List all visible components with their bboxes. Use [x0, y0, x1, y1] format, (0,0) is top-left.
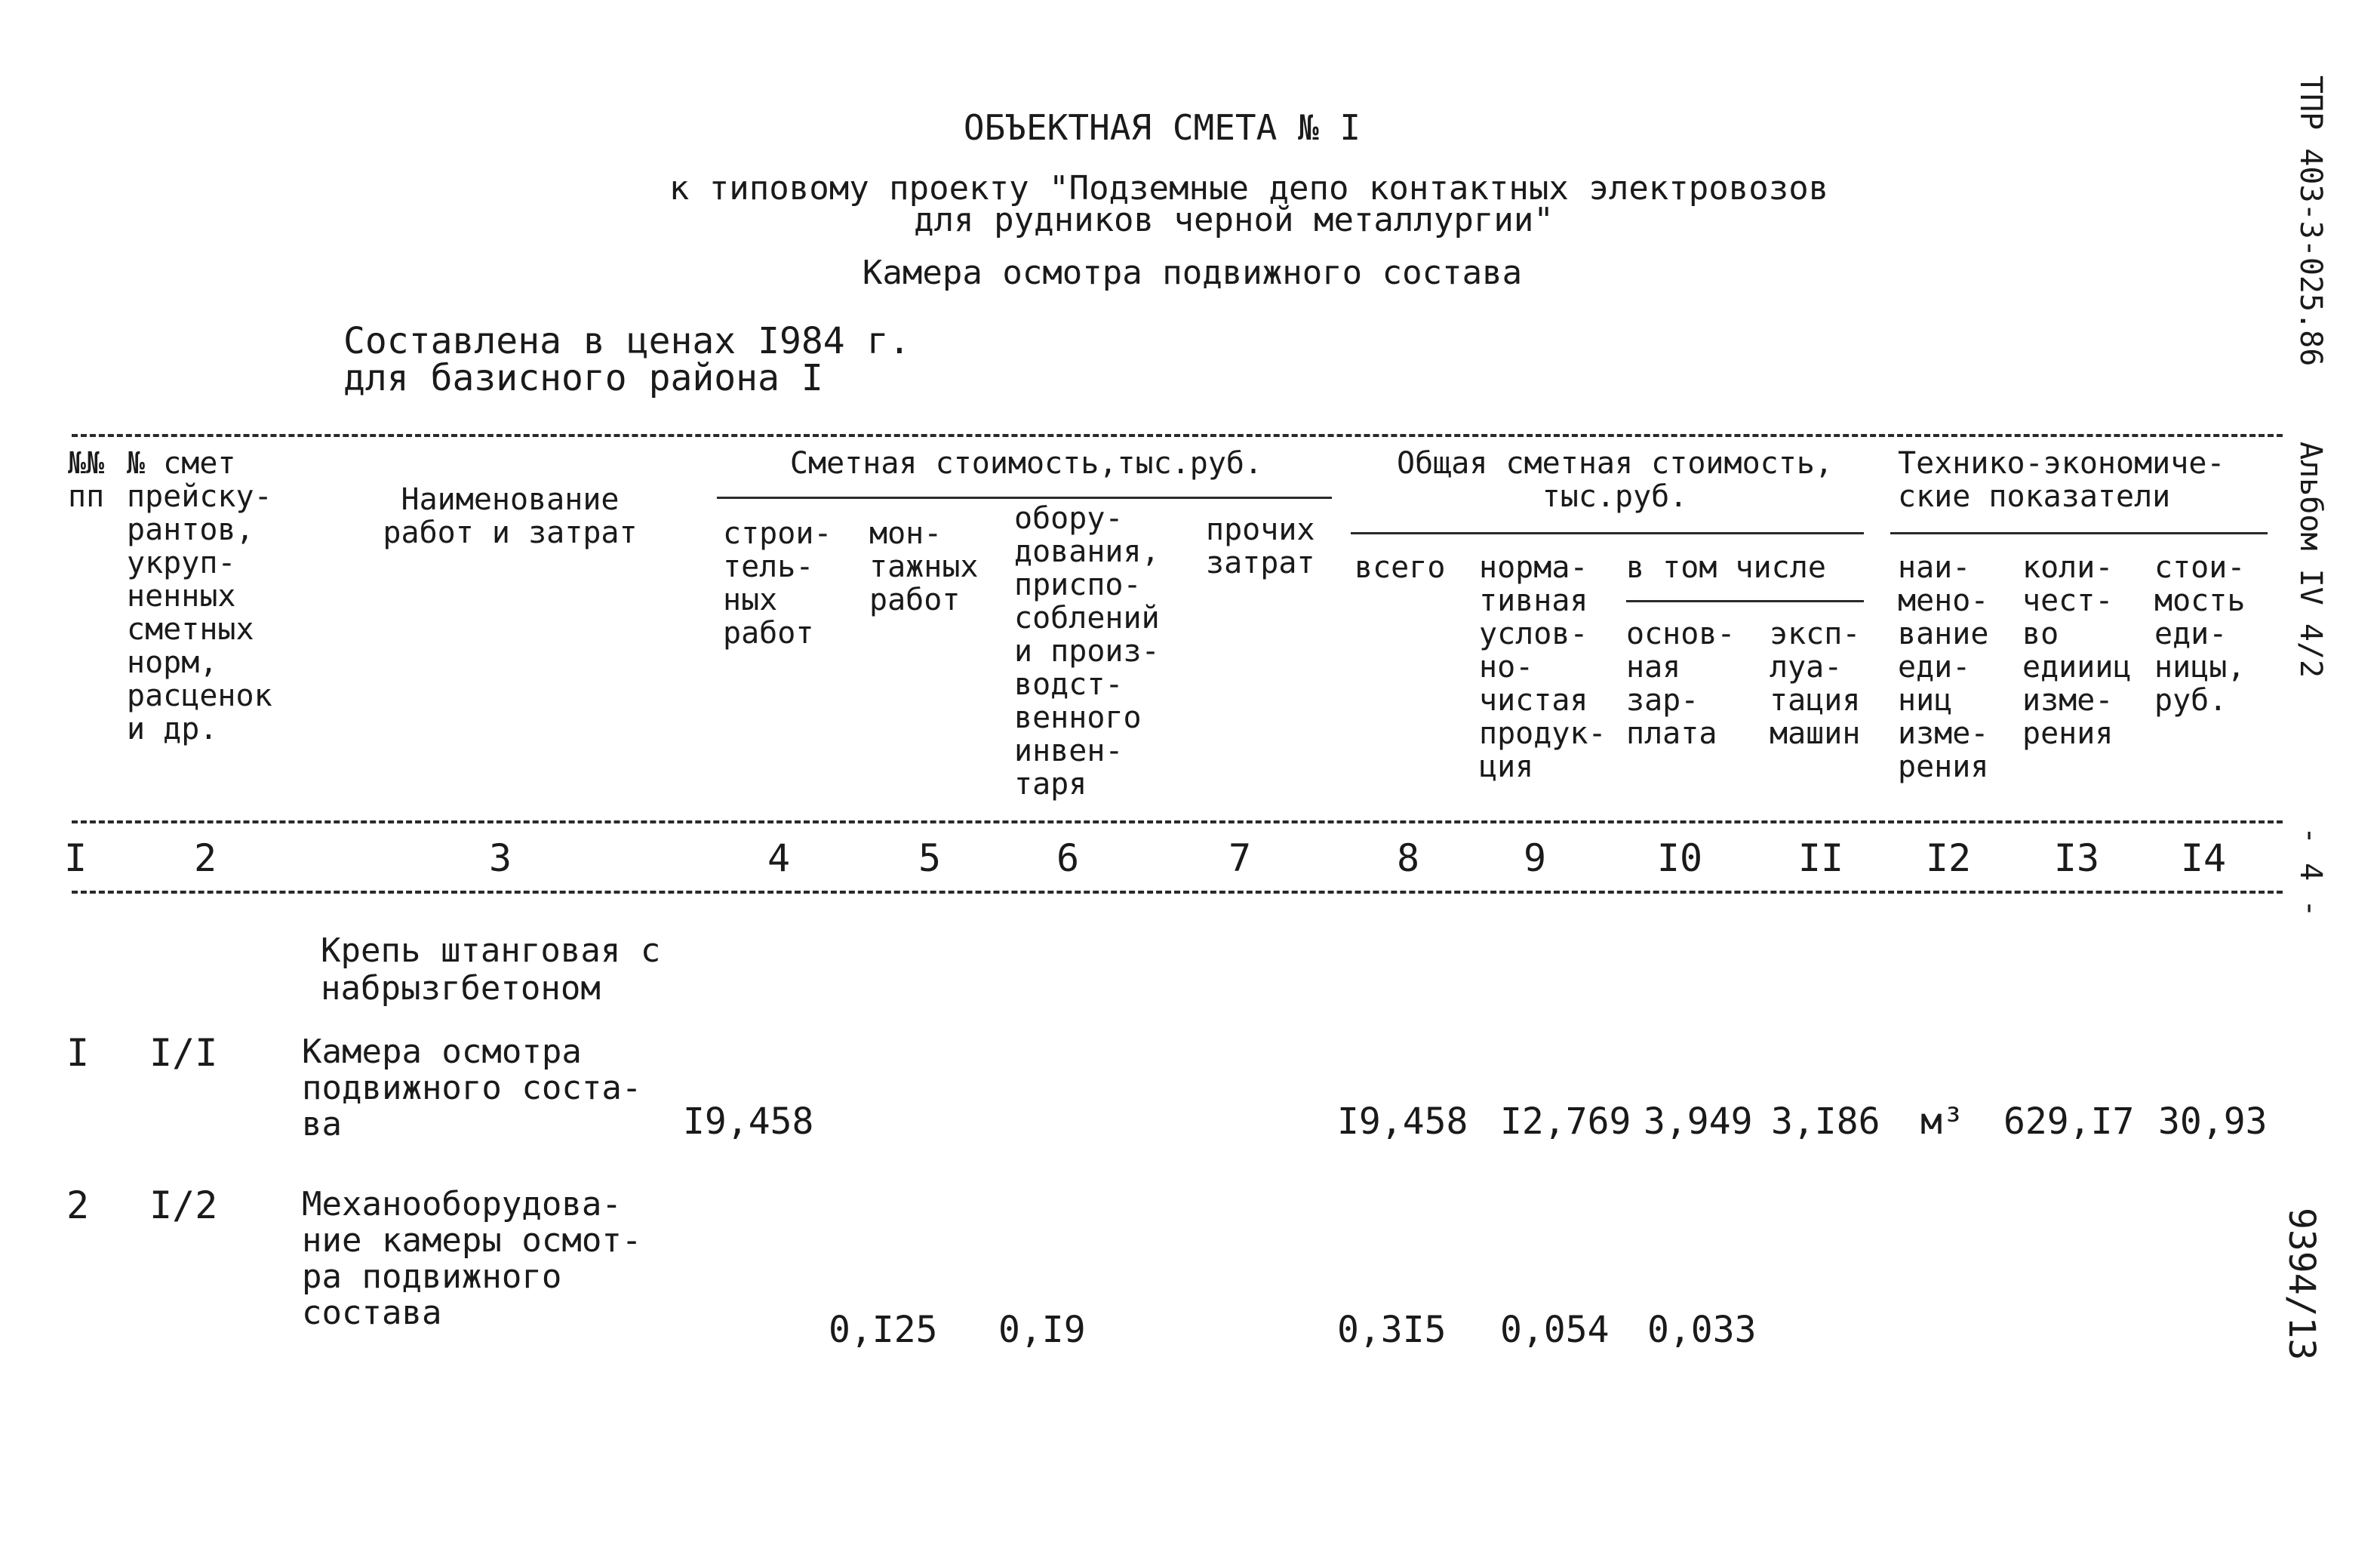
side-page-number: - 4 -	[2293, 826, 2328, 918]
row-net-production: 0,054	[1500, 1309, 1610, 1351]
incl-group-rule	[1626, 600, 1864, 602]
tech-group-rule	[1890, 532, 2268, 534]
header-col-7: прочих затрат	[1206, 512, 1315, 580]
row-reference: I/I	[149, 1031, 218, 1075]
row-unit-name: м³	[1920, 1100, 1964, 1143]
document-subtitle-line-1: к типовому проекту "Подземные депо контактных электровозов	[669, 169, 1829, 208]
row-net-production: I2,769	[1500, 1100, 1631, 1143]
row-equipment-cost: 0,I9	[998, 1309, 1086, 1351]
col-number-2: 2	[193, 836, 217, 880]
side-album-note: Альбом IV 4/2	[2293, 442, 2328, 679]
col-number-8: 8	[1396, 836, 1420, 880]
col-number-1: I	[63, 836, 88, 880]
col-number-9: 9	[1523, 836, 1547, 880]
header-col-2: № смет прейску- рантов, укруп- ненных сметных норм, расценок и др.	[127, 446, 272, 746]
row-unit-quantity: 629,I7	[2003, 1100, 2135, 1143]
row-installation-cost: 0,I25	[829, 1309, 938, 1351]
header-col-6: обору- дования, приспо- соблений и произ- водст- венного инвен- таря	[1014, 501, 1160, 802]
prices-line-2: для базисного района I	[343, 357, 823, 399]
header-col-8: всего	[1355, 550, 1446, 585]
prices-line-1: Составлена в ценах I984 г.	[343, 320, 911, 362]
header-col-12: наи- мено- вание еди- ниц изме- рения	[1898, 550, 1989, 784]
section-title: Крепь штанговая с набрызгбетоном	[321, 931, 661, 1008]
header-col-4: строи- тель- ных работ	[723, 516, 832, 651]
header-tech-group: Технико-экономиче- ские показатели	[1898, 446, 2225, 514]
row-reference: I/2	[149, 1183, 218, 1227]
row-construction-cost: I9,458	[683, 1100, 814, 1143]
header-col-5: мон- тажных работ	[869, 516, 979, 617]
header-top-rule	[72, 434, 2283, 437]
col-number-11: II	[1797, 836, 1844, 880]
header-cost-group: Сметная стоимость,тыс.руб.	[789, 446, 1263, 481]
col-number-10: I0	[1656, 836, 1703, 880]
col-number-3: 3	[488, 836, 512, 880]
col-number-6: 6	[1056, 836, 1080, 880]
header-col-1: №№ пп	[68, 446, 105, 514]
row-base-wage: 3,949	[1644, 1100, 1753, 1143]
header-bottom-rule	[72, 891, 2283, 894]
col-number-12: I2	[1925, 836, 1972, 880]
row-base-wage: 0,033	[1647, 1309, 1757, 1351]
side-code-note: ТПР 403-3-025.86	[2293, 75, 2328, 367]
col-number-4: 4	[767, 836, 791, 880]
col-number-14: I4	[2180, 836, 2227, 880]
header-col-10: основ- ная зар- плата	[1626, 617, 1736, 751]
row-total-cost: 0,3I5	[1337, 1309, 1447, 1351]
object-name: Камера осмотра подвижного состава	[862, 254, 1523, 292]
header-col-11: эксп- луа- тация машин	[1770, 617, 1861, 751]
header-col-9: норма- тивная услов- но- чистая продук- ция	[1479, 550, 1607, 784]
document-subtitle-line-2: для рудников черной металлургии"	[914, 201, 1554, 239]
header-total-group: Общая сметная стоимость, тыс.руб.	[1397, 446, 1833, 514]
header-mid-rule	[72, 820, 2283, 823]
col-number-5: 5	[918, 836, 942, 880]
header-col-14: стои- мость еди- ницы, руб.	[2154, 550, 2246, 718]
col-number-7: 7	[1228, 836, 1252, 880]
row-unit-cost: 30,93	[2158, 1100, 2268, 1143]
row-total-cost: I9,458	[1337, 1100, 1468, 1143]
header-col-13: коли- чест- во едиииц изме- рения	[2022, 550, 2132, 751]
row-number: I	[66, 1031, 90, 1075]
document-title: ОБЪЕКТНАЯ СМЕТА № I	[963, 107, 1361, 148]
header-including: в том числе	[1626, 550, 1826, 585]
row-name: Камера осмотра подвижного соста- ва	[302, 1033, 642, 1143]
side-sheet-number: 9394/13	[2280, 1208, 2323, 1361]
row-number: 2	[66, 1183, 90, 1227]
total-group-rule	[1351, 532, 1864, 534]
row-machine-operation: 3,I86	[1771, 1100, 1880, 1143]
col-number-13: I3	[2053, 836, 2100, 880]
header-col-3: Наименование работ и затрат	[383, 482, 638, 550]
row-name: Механооборудова- ние камеры осмот- ра подвижного состава	[302, 1185, 642, 1332]
cost-group-rule	[717, 497, 1332, 499]
